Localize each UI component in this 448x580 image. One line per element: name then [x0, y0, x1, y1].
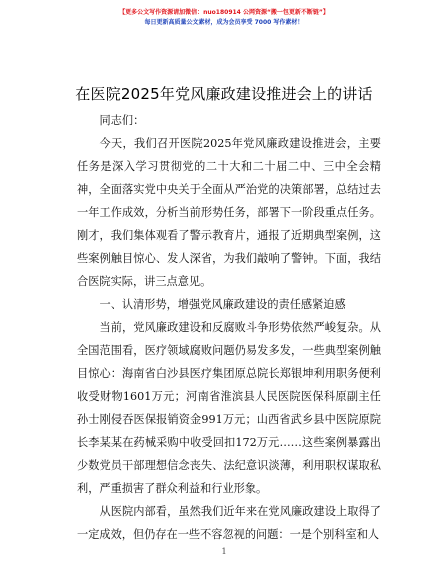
- salutation: 同志们：: [99, 114, 145, 127]
- section-heading: 一、认清形势，增强党风廉政建设的责任感紧迫感: [99, 298, 346, 311]
- paragraph: 今天，我们召开医院2025年党风廉政建设推进会，主要任务是深入学习贯彻党的二十大和二十届二中、三中全会精神，全面落实党中央关于全面从严治党的决策部署，总结过去一年工作成效，分析当前形势任务，部署下一阶段重点任务。刚才，我们集体观看了警示教育片，通报了近期典型案例，这些案例触目惊心、发人深省，为我们敲响了警钟。下面，我结合医院实际，讲三点意见。: [77, 137, 381, 288]
- page-number: 1: [221, 547, 227, 556]
- paragraph: 当前，党风廉政建设和反腐败斗争形势依然严峻复杂。从全国范围看，医疗领域腐败问题仍易发多发，一些典型案例触目惊心：海南省白沙县医疗集团原总院长郑银坤利用职务便利收受财物1601万元；河南省淮滨县人民医院医保科原副主任孙士刚侵吞医保报销资金991万元；山西省武乡县中医院原院长李某某在药械采购中收受回扣172万元……这些案例暴露出少数党员干部理想信念丧失、法纪意识淡薄，利用职权谋取私利，严重损害了群众利益和行业形象。: [77, 321, 381, 495]
- promo-banner-line-1: 【更多公文写作资源请加微信：nuo180914 公网资源“搬一包更新不断链”】: [119, 9, 329, 16]
- paragraph: 从医院内部看，虽然我们近年来在党风廉政建设上取得了一定成效，但仍存在一些不容忽视的问题：一是个别科室和人: [77, 505, 381, 541]
- promo-banner-line-2: 每日更新高质量公文素材，成为会员享受 7000 写作素材！: [144, 19, 304, 26]
- document-title: 在医院2025年党风廉政建设推进会上的讲话: [75, 85, 373, 103]
- document-body: [77, 109, 381, 546]
